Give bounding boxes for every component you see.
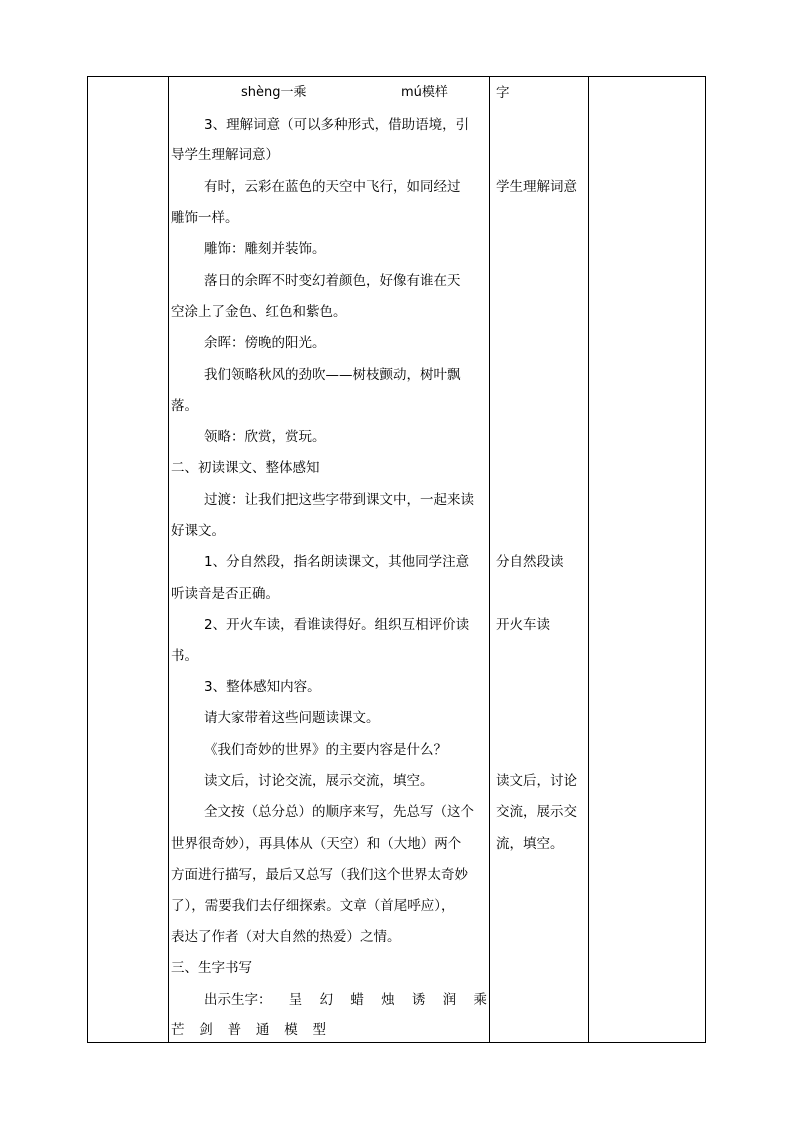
character: 通 — [255, 1022, 270, 1038]
note-text: 开火车读 — [496, 617, 550, 633]
character: 润 — [442, 992, 457, 1008]
teaching-process-column — [171, 77, 487, 1042]
character: 模 — [284, 1022, 298, 1038]
character: 烛 — [381, 992, 395, 1008]
character: 剑 — [199, 1022, 213, 1038]
column-divider — [588, 77, 589, 1042]
paragraph-line: 世界很奇妙），再具体从（天空）和（大地）两个 — [171, 836, 462, 852]
new-characters-row — [204, 991, 487, 1009]
character: 型 — [312, 1022, 326, 1038]
paragraph-line: 1、分自然段，指名朗读课文，其他同学注意 — [204, 554, 470, 570]
character: 普 — [227, 1022, 242, 1038]
column-divider — [489, 77, 490, 1042]
new-characters-label: 出示生字： — [204, 992, 272, 1008]
pinyin-annotation: mú模样 — [401, 85, 448, 100]
note-text: 字 — [496, 85, 510, 101]
new-characters-row — [171, 1021, 326, 1039]
section-heading: 三、生字书写 — [171, 960, 252, 976]
paragraph-line: 过渡：让我们把这些字带到课文中，一起来读 — [204, 492, 474, 508]
paragraph-line: 落日的余晖不时变幻着颜色，好像有谁在天 — [204, 273, 461, 289]
paragraph-line: 有时，云彩在蓝色的天空中飞行，如同经过 — [204, 179, 461, 195]
paragraph-line: 书。 — [171, 648, 198, 664]
paragraph-line: 余晖：傍晚的阳光。 — [204, 335, 326, 351]
lesson-table — [87, 76, 706, 1043]
column-divider — [168, 77, 169, 1042]
note-text: 流，填空。 — [496, 836, 564, 852]
paragraph-line: 导学生理解词意） — [171, 147, 279, 163]
paragraph-line: 领略：欣赏，赏玩。 — [204, 429, 326, 445]
note-text: 学生理解词意 — [496, 179, 577, 195]
character: 芒 — [171, 1022, 185, 1038]
paragraph-line: 好课文。 — [171, 523, 225, 539]
student-activity-column — [496, 77, 586, 1042]
character: 乘 — [473, 992, 487, 1008]
paragraph-line: 全文按（总分总）的顺序来写，先总写（这个 — [204, 804, 474, 820]
paragraph-line: 方面进行描写，最后又总写（我们这个世界太奇妙 — [171, 867, 468, 883]
paragraph-line: 我们领略秋风的劲吹——树枝颤动，树叶飘 — [204, 367, 461, 383]
paragraph-line: 雕饰一样。 — [171, 210, 239, 226]
paragraph-line: 空涂上了金色、红色和紫色。 — [171, 304, 347, 320]
paragraph-line: 了），需要我们去仔细探索。文章（首尾呼应）， — [171, 898, 455, 914]
paragraph-line: 3、理解词意（可以多种形式，借助语境，引 — [204, 117, 470, 133]
note-text: 读文后，讨论 — [496, 773, 577, 789]
note-text: 分自然段读 — [496, 554, 564, 570]
character: 诱 — [411, 992, 426, 1008]
paragraph-line: 读文后，讨论交流，展示交流，填空。 — [204, 773, 434, 789]
character: 呈 — [288, 992, 303, 1008]
note-text: 交流，展示交 — [496, 804, 577, 820]
pinyin-annotation: shèng一乘 — [241, 85, 307, 100]
paragraph-line: 2、开火车读，看谁读得好。组织互相评价读 — [204, 617, 470, 633]
paragraph-line: 3、整体感知内容。 — [204, 679, 321, 695]
paragraph-line: 表达了作者（对大自然的热爱）之情。 — [171, 929, 401, 945]
paragraph-line: 《我们奇妙的世界》的主要内容是什么？ — [204, 742, 447, 758]
paragraph-line: 请大家带着这些问题读课文。 — [204, 710, 380, 726]
section-heading: 二、初读课文、整体感知 — [171, 460, 320, 476]
character: 幻 — [319, 992, 334, 1008]
character: 蜡 — [350, 992, 364, 1008]
paragraph-line: 听读音是否正确。 — [171, 586, 279, 602]
paragraph-line: 雕饰：雕刻并装饰。 — [204, 241, 326, 257]
paragraph-line: 落。 — [171, 398, 198, 414]
